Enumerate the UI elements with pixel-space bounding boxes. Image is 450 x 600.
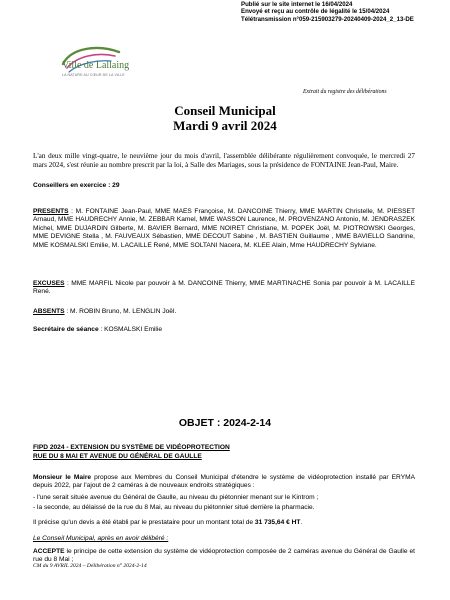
logo-tagline: LA NATURE AU CŒUR DE LA VILLE [62,73,125,77]
document-title: Conseil Municipal [174,103,276,118]
quote-amount: 31 735,64 € HT [254,519,301,526]
excuses-list: : MME MARFIL Nicole par pouvoir à M. DANCOINE Thierry, MME MARTINACHE Sonia par pouvoir à M. LACAILLE René. [33,280,415,296]
mayor-proposal [33,474,415,491]
stamp-transmission: Télétransmission n°059-215903279-20240409-2024_2_13-DE [241,15,414,23]
secretary-name: : KOSMALSKI Emilie [98,326,163,333]
excuses-label: EXCUSES [33,280,65,287]
quote-paragraph [33,519,415,527]
council-deliberation-heading: Le Conseil Municipal, après en avoir délibéré : [33,535,169,542]
absents-label: ABSENTS [33,308,65,315]
document-date: Mardi 9 avril 2024 [173,118,277,133]
presents-list: : M. FONTAINE Jean-Paul, MME MAES Françoise, M. DANCOINE Thierry, MME MARTIN Christelle, M. PIESSET Arnaud, MME HAUDRECHY Annie, M. ZEBBAR Kamel, MME WASSON Laurence, M. PROVENZANO Antonio, M. JENDRASZEK Michel, MME DUJARDIN Gilberte, M. BAVIER Bernard, MME NOIRET Christiane, M. POPEK Joël, M. PIOTROWSKI Georges, MME DEVIGNE Stella , M. FAUVEAUX Sébastien, MME DECOUT Sabine , M. BASTIEN Guillaume , MME BAVIELLO Sandrine, MME KOSMALSKI Emilie, M. LACAILLE René, MME SOLTANI Nacera, M. KLEE Alain, Mme HAUDRECHY Sylviane. [33,208,415,249]
accept-label: ACCEPTE [33,548,65,555]
quote-end: . [300,519,303,526]
subject-line-1: FIPD 2024 - EXTENSION DU SYSTÈME DE VIDÉOPROTECTION [33,444,230,451]
objet-heading: OBJET : 2024-2-14 [178,417,272,429]
legality-stamp [241,1,446,23]
absents-paragraph [33,308,415,316]
quote-text: Il précise qu'un devis a été établi par le prestataire pour un montant total de [33,519,255,526]
camera-bullet-2: - la seconde, au délaissé de la rue du 8 Mai, au niveau du piétonnier situé derrière la pharmacie. [33,504,315,511]
camera-bullet-1: - l'une serait située avenue du Général de Gaulle, au niveau du piétonnier menant sur le Kintrom ; [33,494,319,501]
secretary-label: Secrétaire de séance [33,326,99,333]
stamp-published: Publié sur le site internet le 16/04/2024 [241,1,353,8]
excuses-paragraph [33,280,415,297]
stamp-sent: Envoyé et reçu au contrôle de légalité le 15/04/2024 [241,8,390,16]
mayor-label: Monsieur le Maire [33,474,92,481]
presents-paragraph [33,208,415,250]
secretary-paragraph [33,326,415,334]
logo-name: Ville de Lallaing [62,60,130,71]
page-footer: CM du 9 AVRIL 2024 – Délibération n° 2024-2-14 [33,563,147,569]
accept-text: le principe de cette extension du système de vidéoprotection composée de 2 caméras avenue du Général de Gaulle et rue du 8 Mai ; [33,548,415,564]
presents-label: PRESENTS [33,208,69,215]
mayor-text: propose aux Membres du Conseil Municipal d'étendre le système de vidéoprotection installé par ERYMA depuis 2022, par l'ajout de 2 caméras à de nouveaux endroits stratégiques : [33,474,415,490]
conseillers-count: Conseillers en exercice : 29 [33,182,120,189]
absents-list: : M. ROBIN Bruno, M. LENGLIN Joël. [64,308,177,315]
subject-line-2: RUE DU 8 MAI ET AVENUE DU GÉNÉRAL DE GAULLE [33,453,202,460]
registry-extract-note: Extrait du registre des délibérations [303,89,387,95]
intro-paragraph: L'an deux mille vingt-quatre, le neuvième jour du mois d'avril, l'assemblée délibérante régulièrement convoquée, le mercredi 27 mars 2024, s'est réunie au nombre prescrit par la loi, à Salle des Mariages, sous la présidence de FONTAINE Jean-Paul, Maire. [33,152,415,169]
